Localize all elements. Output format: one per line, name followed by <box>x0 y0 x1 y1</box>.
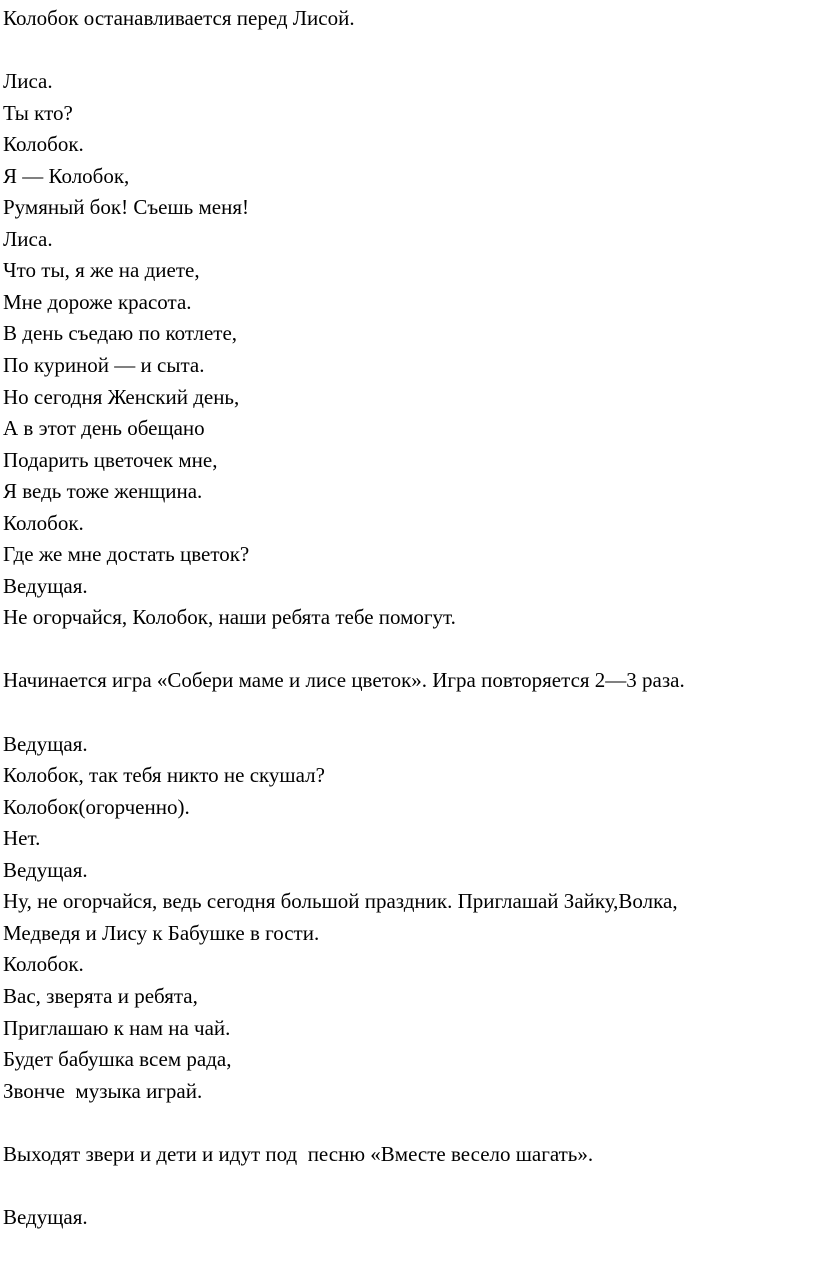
text-line: По куриной — и сыта. <box>3 353 205 378</box>
text-line: Ведущая. <box>3 857 88 882</box>
text-line: Колобок, так тебя никто не скушал? <box>3 763 325 788</box>
text-line: А в этот день обещано <box>3 416 205 441</box>
text-line: Колобок. <box>3 510 84 535</box>
text-line: Подарить цветочек мне, <box>3 447 218 472</box>
blank-line <box>3 1170 813 1202</box>
text-line: Колобок(огорченно). <box>3 794 190 819</box>
text-line: Начинается игра «Собери маме и лисе цветок». Игра повторяется 2—3 раза. <box>3 668 685 693</box>
blank-line <box>3 634 813 666</box>
text-line: Я — Колобок, <box>3 163 130 188</box>
text-line: Ведущая. <box>3 573 88 598</box>
text-line: Лиса. <box>3 226 53 251</box>
text-line: Колобок останавливается перед Лисой. <box>3 6 355 30</box>
text-line: Вас, зверята и ребята, <box>3 983 198 1008</box>
blank-line <box>3 1107 813 1139</box>
text-line: Колобок. <box>3 952 84 977</box>
text-line: Ты кто? <box>3 100 73 125</box>
text-line: Лиса. <box>3 69 53 94</box>
text-line: Не огорчайся, Колобок, наши ребята тебе помогут. <box>3 605 456 630</box>
text-line: В день съедаю по котлете, <box>3 321 238 346</box>
text-line: Мне дороже красота. <box>3 289 192 314</box>
document-body <box>3 0 813 1233</box>
text-line: Ведущая. <box>3 731 88 756</box>
text-line: Нет. <box>3 826 41 851</box>
text-line: Что ты, я же на диете, <box>3 258 200 283</box>
text-line: Я ведь тоже женщина. <box>3 479 203 504</box>
text-line: Ну, не огорчайся, ведь сегодня большой праздник. Приглашай Зайку,Волка, <box>3 889 678 914</box>
text-line: Медведя и Лису к Бабушке в гости. <box>3 920 320 945</box>
text-line: Ведущая. <box>3 1204 88 1229</box>
text-line: Приглашаю к нам на чай. <box>3 1015 231 1040</box>
text-line: Выходят звери и дети и идут под песню «Вместе весело шагать». <box>3 1141 594 1166</box>
text-line: Где же мне достать цветок? <box>3 542 250 567</box>
blank-line <box>3 35 813 67</box>
blank-line <box>3 697 813 729</box>
text-line: Будет бабушка всем рада, <box>3 1047 232 1072</box>
text-line: Колобок. <box>3 132 84 157</box>
text-line: Звонче музыка играй. <box>3 1078 203 1103</box>
text-line: Но сегодня Женский день, <box>3 384 240 409</box>
text-line: Румяный бок! Съешь меня! <box>3 195 250 220</box>
